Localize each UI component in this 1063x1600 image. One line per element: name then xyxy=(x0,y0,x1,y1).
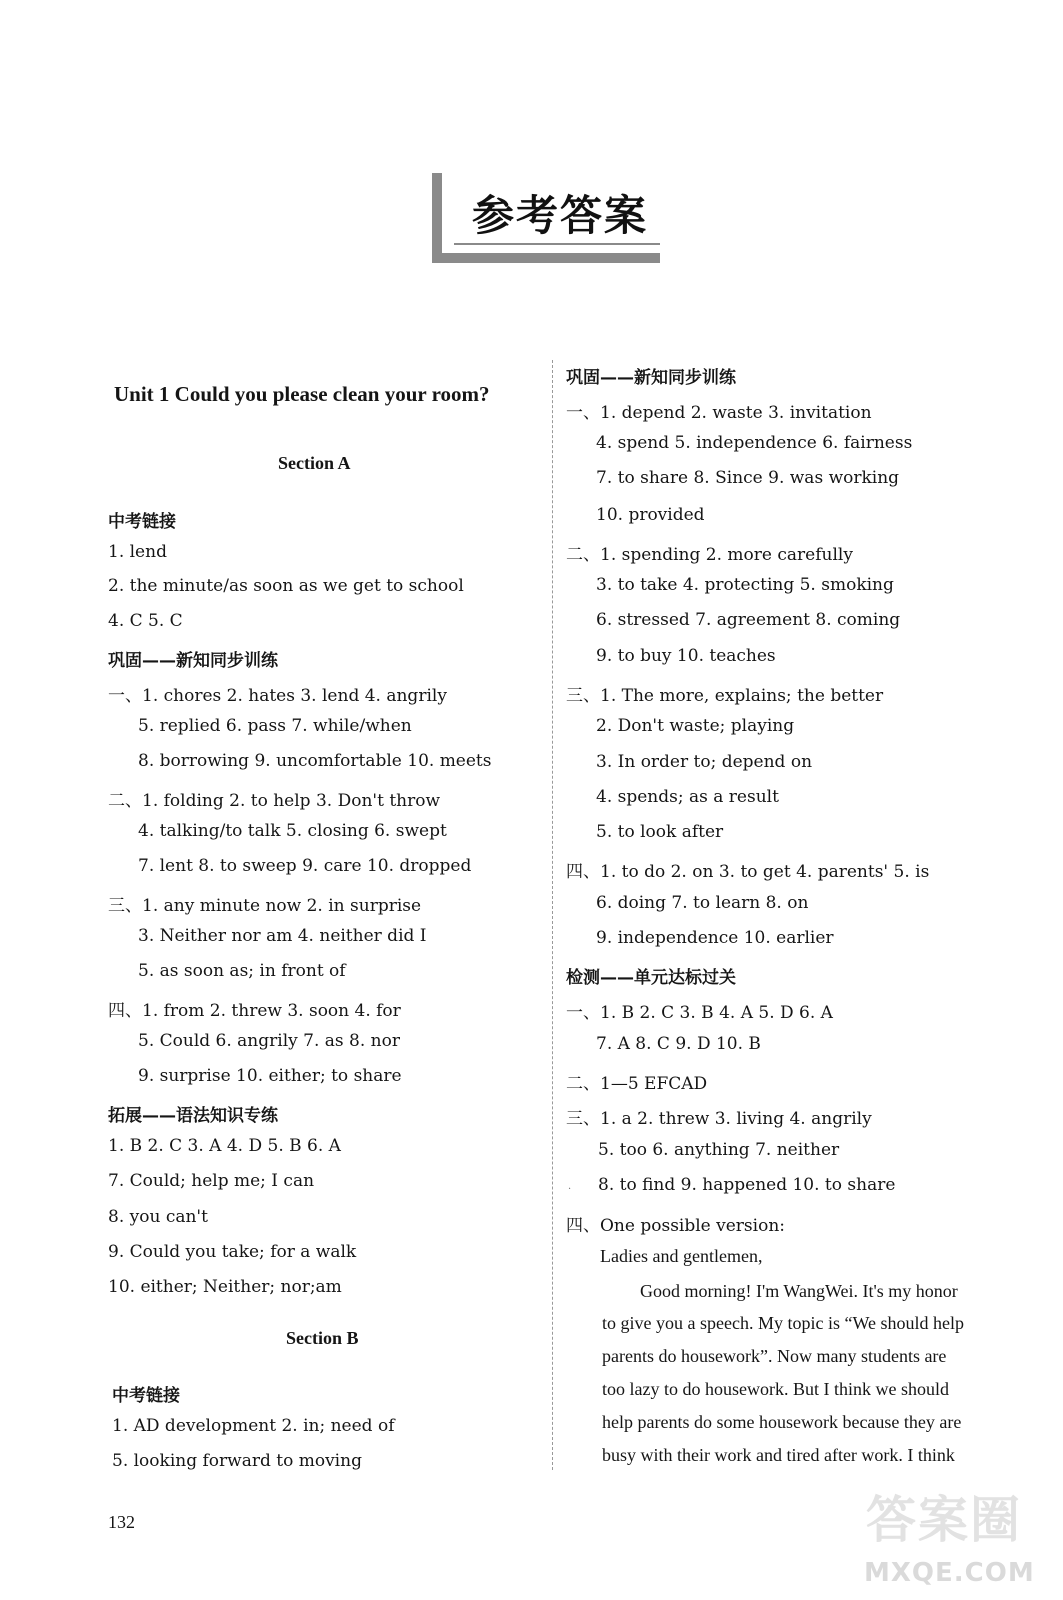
watermark-text: 答案圈 xyxy=(866,1491,1022,1549)
section-a-title: Section A xyxy=(278,453,351,473)
essay-line: busy with their work and tired after work. I think xyxy=(602,1445,955,1465)
answer-line: 5. looking forward to moving xyxy=(112,1451,362,1471)
answer-line: 7. Could; help me; I can xyxy=(108,1171,315,1191)
answer-line: 四、1. to do 2. on 3. to get 4. parents' 5. is xyxy=(566,862,930,882)
answer-line: 4. C 5. C xyxy=(108,611,183,631)
answer-line: 10. either; Neither; nor;am xyxy=(108,1277,342,1297)
section-b-title: Section B xyxy=(286,1328,359,1348)
answer-line: 4. spends; as a result xyxy=(596,787,779,807)
answer-line: 9. surprise 10. either; to share xyxy=(138,1066,402,1086)
answer-line: 三、1. The more, explains; the better xyxy=(566,686,884,706)
essay-line: Good morning! I'm WangWei. It's my honor xyxy=(640,1281,958,1301)
answer-line: 4. talking/to talk 5. closing 6. swept xyxy=(138,821,447,841)
banner-rule xyxy=(454,243,660,245)
answer-line: 四、1. from 2. threw 3. soon 4. for xyxy=(108,1001,401,1021)
answer-line: 二、1. folding 2. to help 3. Don't throw xyxy=(108,791,441,811)
essay-line: too lazy to do housework. But I think we should xyxy=(602,1379,949,1399)
answer-line: 5. to look after xyxy=(596,822,724,842)
answer-line: 三、1. any minute now 2. in surprise xyxy=(108,896,422,916)
essay-line: to give you a speech. My topic is “We should help xyxy=(602,1313,964,1333)
answer-line: 一、1. B 2. C 3. B 4. A 5. D 6. A xyxy=(566,1003,833,1023)
banner-left-bar xyxy=(432,173,442,263)
watermark-url: MXQE.COM xyxy=(864,1558,1035,1588)
answer-line: 9. to buy 10. teaches xyxy=(596,646,776,666)
answer-line: 一、1. chores 2. hates 3. lend 4. angrily xyxy=(108,686,447,706)
answer-line: 5. Could 6. angrily 7. as 8. nor xyxy=(138,1031,400,1051)
answer-line: 8. you can't xyxy=(108,1207,208,1227)
answer-line: 三、1. a 2. threw 3. living 4. angrily xyxy=(566,1109,872,1129)
answer-line: 10. provided xyxy=(596,505,705,525)
left-heading-gonggu: 巩固——新知同步训练 xyxy=(108,651,278,671)
answer-line: 1. AD development 2. in; need of xyxy=(112,1416,395,1436)
title-banner xyxy=(432,173,660,263)
right-heading-gonggu: 巩固——新知同步训练 xyxy=(566,368,736,388)
unit-title: Unit 1 Could you please clean your room? xyxy=(114,382,490,406)
banner-bottom-bar xyxy=(432,253,660,263)
answer-line: 二、1—5 EFCAD xyxy=(566,1074,708,1094)
answer-line: 9. Could you take; for a walk xyxy=(108,1242,357,1262)
left-heading-zhongkao-b: 中考链接 xyxy=(112,1386,180,1406)
watermark-logo xyxy=(860,1480,1055,1595)
answer-line: 3. In order to; depend on xyxy=(596,752,813,772)
right-heading-jiance: 检测——单元达标过关 xyxy=(566,968,736,988)
answer-line: 二、1. spending 2. more carefully xyxy=(566,545,853,565)
answer-line: 1. lend xyxy=(108,542,167,562)
left-heading-zhongkao: 中考链接 xyxy=(108,512,176,532)
answer-line: 一、1. depend 2. waste 3. invitation xyxy=(566,403,872,423)
answer-line: 2. the minute/as soon as we get to school xyxy=(108,576,464,596)
answer-line: 7. to share 8. Since 9. was working xyxy=(596,468,900,488)
answer-line: 9. independence 10. earlier xyxy=(596,928,834,948)
essay-line: help parents do some housework because they are xyxy=(602,1412,962,1432)
stray-mark: · xyxy=(568,1184,572,1195)
answer-line: 7. A 8. C 9. D 10. B xyxy=(596,1034,761,1054)
answer-line: 5. too 6. anything 7. neither xyxy=(598,1140,840,1160)
column-divider xyxy=(552,360,553,1470)
answer-line: 6. doing 7. to learn 8. on xyxy=(596,893,809,913)
answer-line: 6. stressed 7. agreement 8. coming xyxy=(596,610,901,630)
answer-line: 5. replied 6. pass 7. while/when xyxy=(138,716,412,736)
answer-line: 8. borrowing 9. uncomfortable 10. meets xyxy=(138,751,492,771)
left-heading-tuozhan: 拓展——语法知识专练 xyxy=(108,1106,278,1126)
essay-line: parents do housework”. Now many students are xyxy=(602,1346,947,1366)
answer-line: 四、One possible version: xyxy=(566,1216,785,1236)
answer-line: 7. lent 8. to sweep 9. care 10. dropped xyxy=(138,856,472,876)
answer-line: 4. spend 5. independence 6. fairness xyxy=(596,433,913,453)
answer-line: 3. Neither nor am 4. neither did I xyxy=(138,926,427,946)
answer-line: 5. as soon as; in front of xyxy=(138,961,346,981)
answer-line: 3. to take 4. protecting 5. smoking xyxy=(596,575,894,595)
essay-greeting: Ladies and gentlemen, xyxy=(600,1246,763,1266)
answer-line: 2. Don't waste; playing xyxy=(596,716,795,736)
answer-line: 1. B 2. C 3. A 4. D 5. B 6. A xyxy=(108,1136,341,1156)
page-number: 132 xyxy=(108,1512,135,1532)
banner-title: 参考答案 xyxy=(472,191,649,240)
answer-line: 8. to find 9. happened 10. to share xyxy=(598,1175,896,1195)
